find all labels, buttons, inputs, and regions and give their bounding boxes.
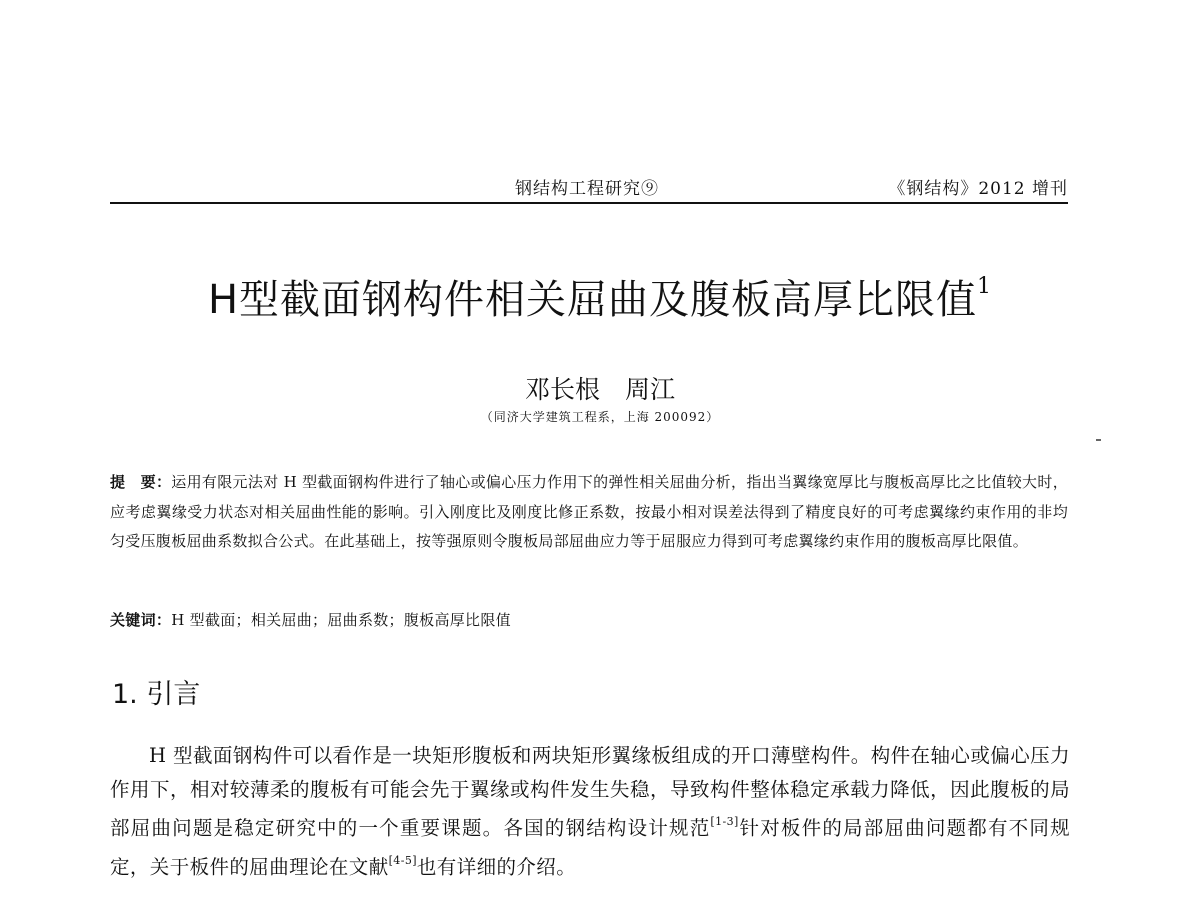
author-affiliation: （同济大学建筑工程系，上海 200092） <box>480 410 720 424</box>
abstract <box>110 468 1068 557</box>
body-text-part-3: 也有详细的介绍。 <box>416 855 577 878</box>
section-number: 1. <box>112 679 138 710</box>
header-journal-issue: 《钢结构》2012 增刊 <box>888 179 1068 199</box>
paper-title <box>60 268 1140 325</box>
scan-mark <box>1096 439 1101 441</box>
title-footnote-mark: 1 <box>977 273 993 299</box>
paper-title-text: H型截面钢构件相关屈曲及腹板高厚比限值 <box>207 277 978 323</box>
body-paragraph <box>110 739 1070 884</box>
keywords-label: 关键词： <box>110 611 172 629</box>
keywords <box>110 606 1068 635</box>
author-names: 邓长根 周江 <box>524 375 675 404</box>
abstract-label: 提 要： <box>110 473 172 491</box>
keywords-text: H 型截面；相关屈曲；屈曲系数；腹板高厚比限值 <box>171 611 511 629</box>
abstract-text: 运用有限元法对 H 型截面钢构件进行了轴心或偏心压力作用下的弹性相关屈曲分析，指出当翼缘宽厚比与腹板高厚比之比值较大时，应考虑翼缘受力状态对相关屈曲性能的影响。引入刚度比及刚度比修正系数，按最小相对误差法得到了精度良好的可考虑翼缘约束作用的非均匀受压腹板屈曲系数拟合公式。在此基础上，按等强原则令腹板局部屈曲应力等于屈服应力得到可考虑翼缘约束作用的腹板高厚比限值。 <box>110 473 1069 550</box>
section-title: 引言 <box>146 679 201 710</box>
header-series-title: 钢结构工程研究⑨ <box>515 179 659 199</box>
running-header <box>110 170 1068 204</box>
section-heading <box>112 672 200 711</box>
citation-ref-2: [4-5] <box>388 853 417 867</box>
body-text-part-1: H 型截面钢构件可以看作是一块矩形腹板和两块矩形翼缘板组成的开口薄壁构件。构件在轴心或偏心压力作用下，相对较薄柔的腹板有可能会先于翼缘或构件发生失稳，导致构件整体稳定承载力降低，因此腹板的局部屈曲问题是稳定研究中的一个重要课题。各国的钢结构设计规范 <box>110 744 1070 840</box>
header-rule <box>110 202 1068 204</box>
body-text-part-2: 针对板件的局部屈曲问题都有不同规定，关于板件的屈曲理论在文献 <box>110 816 1070 878</box>
citation-ref-1: [1-3] <box>710 815 739 828</box>
